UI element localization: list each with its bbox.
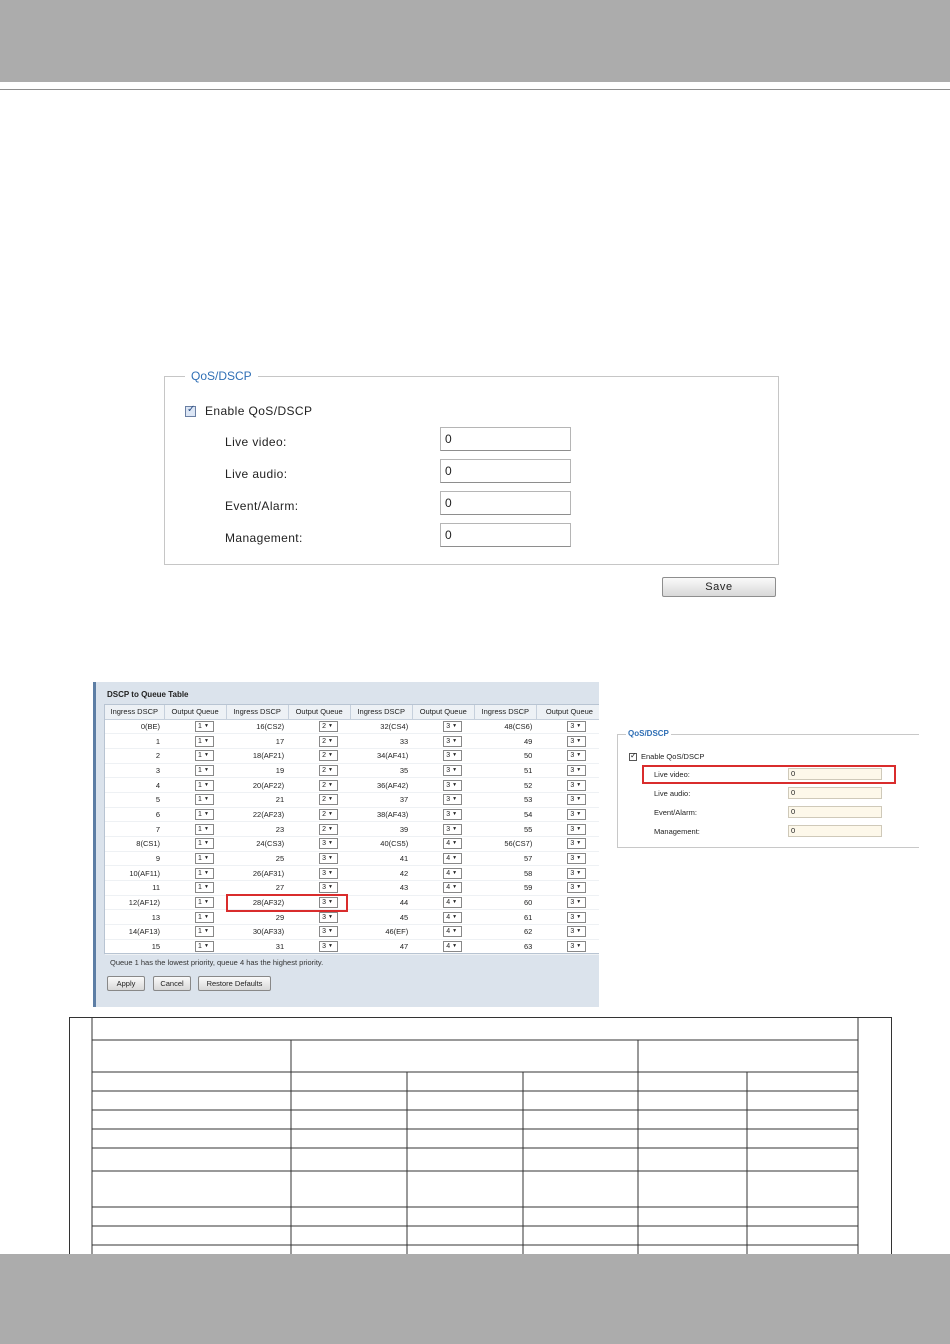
ingress-dscp-cell: 20(AF22) [226,778,288,793]
dropdown-arrow-icon: ▼ [576,943,582,950]
output-queue-value: 2 [322,810,327,818]
output-queue-value: 1 [198,752,202,760]
ingress-dscp-cell: 1 [105,734,164,749]
ingress-dscp-cell: 4 [105,778,164,793]
output-queue-value: 3 [570,840,575,848]
output-queue-value: 4 [446,855,451,863]
ingress-dscp-cell: 32(CS4) [350,719,412,734]
output-queue-value: 3 [570,899,575,907]
dscp-table-header: Ingress DSCP [226,705,288,719]
output-queue-value: 3 [570,913,575,921]
ingress-dscp-cell: 57 [474,851,536,866]
dropdown-arrow-icon: ▼ [452,884,458,891]
output-queue-value: 2 [322,752,327,760]
ingress-dscp-cell: 38(AF43) [350,807,412,822]
ingress-dscp-cell: 34(AF41) [350,748,412,763]
output-queue-value: 3 [322,840,327,848]
output-queue-value: 4 [446,899,451,907]
ingress-dscp-cell: 60 [474,895,536,910]
live-video-label: Live video: [225,435,287,449]
output-queue-value: 1 [198,796,202,804]
live-audio-input[interactable]: 0 [440,459,571,483]
dropdown-arrow-icon: ▼ [203,796,209,803]
ingress-dscp-cell: 30(AF33) [226,925,288,940]
ingress-dscp-cell: 48(CS6) [474,719,536,734]
dropdown-arrow-icon: ▼ [203,869,209,876]
output-queue-value: 1 [198,810,202,818]
output-queue-value: 3 [570,752,575,760]
dropdown-arrow-icon: ▼ [203,928,209,935]
ingress-dscp-cell: 3 [105,763,164,778]
ingress-dscp-cell: 53 [474,792,536,807]
small-live-audio-input[interactable]: 0 [788,787,882,799]
ingress-dscp-cell: 42 [350,866,412,881]
dropdown-arrow-icon: ▼ [452,943,458,950]
ingress-dscp-cell: 49 [474,734,536,749]
dropdown-arrow-icon: ▼ [328,825,333,832]
dscp-table-header: Ingress DSCP [105,705,164,719]
ingress-dscp-cell: 41 [350,851,412,866]
dropdown-arrow-icon: ▼ [203,781,209,788]
small-management-label: Management: [654,827,700,836]
cancel-button[interactable]: Cancel [153,976,191,991]
dropdown-arrow-icon: ▼ [203,722,209,729]
dropdown-arrow-icon: ▼ [576,796,582,803]
ingress-dscp-cell: 37 [350,792,412,807]
ingress-dscp-cell: 5 [105,792,164,807]
output-queue-value: 3 [446,766,451,774]
ingress-dscp-cell: 44 [350,895,412,910]
output-queue-value: 2 [322,781,327,789]
dropdown-arrow-icon: ▼ [328,752,333,759]
dropdown-arrow-icon: ▼ [576,752,582,759]
dropdown-arrow-icon: ▼ [576,855,582,862]
dropdown-arrow-icon: ▼ [452,781,458,788]
dropdown-arrow-icon: ▼ [452,737,458,744]
ingress-dscp-cell: 27 [226,881,288,896]
dropdown-arrow-icon: ▼ [576,810,582,817]
output-queue-value: 3 [570,722,575,730]
dropdown-arrow-icon: ▼ [328,869,333,876]
ingress-dscp-cell: 14(AF13) [105,925,164,940]
dropdown-arrow-icon: ▼ [328,796,333,803]
ingress-dscp-cell: 26(AF31) [226,866,288,881]
dropdown-arrow-icon: ▼ [576,899,582,906]
ingress-dscp-cell: 16(CS2) [226,719,288,734]
dropdown-arrow-icon: ▼ [328,913,333,920]
ingress-dscp-cell: 0(BE) [105,719,164,734]
output-queue-value: 3 [446,825,451,833]
output-queue-value: 3 [570,928,575,936]
dropdown-arrow-icon: ▼ [452,810,458,817]
dropdown-arrow-icon: ▼ [203,766,209,773]
small-qos-legend: QoS/DSCP [628,729,669,738]
ingress-dscp-cell: 40(CS5) [350,837,412,852]
dropdown-arrow-icon: ▼ [452,825,458,832]
dscp-table-title: DSCP to Queue Table [107,690,189,699]
ingress-dscp-cell: 31 [226,939,288,954]
output-queue-value: 1 [198,913,202,921]
enable-qos-label: Enable QoS/DSCP [205,404,313,418]
output-queue-value: 3 [570,810,575,818]
ingress-dscp-cell: 36(AF42) [350,778,412,793]
ingress-dscp-cell: 6 [105,807,164,822]
dropdown-arrow-icon: ▼ [576,737,582,744]
output-queue-value: 3 [322,855,327,863]
output-queue-value: 3 [446,722,451,730]
ingress-dscp-cell: 56(CS7) [474,837,536,852]
ingress-dscp-cell: 46(EF) [350,925,412,940]
output-queue-value: 3 [570,766,575,774]
output-queue-value: 2 [322,737,327,745]
dropdown-arrow-icon: ▼ [203,884,209,891]
dropdown-arrow-icon: ▼ [328,943,333,950]
queue-priority-note: Queue 1 has the lowest priority, queue 4 has the highest priority. [110,958,324,967]
ingress-dscp-cell: 19 [226,763,288,778]
output-queue-value: 4 [446,943,451,951]
dropdown-arrow-icon: ▼ [203,840,209,847]
ingress-dscp-cell: 10(AF11) [105,866,164,881]
management-input[interactable]: 0 [440,523,571,547]
output-queue-value: 1 [198,855,202,863]
save-button[interactable]: Save [662,577,776,597]
dropdown-arrow-icon: ▼ [203,752,209,759]
dropdown-arrow-icon: ▼ [203,913,209,920]
small-live-audio-label: Live audio: [654,789,691,798]
output-queue-value: 1 [198,840,202,848]
qos-panel-legend: QoS/DSCP [185,369,258,383]
dropdown-arrow-icon: ▼ [452,855,458,862]
ingress-dscp-cell: 22(AF23) [226,807,288,822]
dropdown-arrow-icon: ▼ [576,825,582,832]
output-queue-value: 1 [198,781,202,789]
dropdown-arrow-icon: ▼ [328,884,333,891]
dropdown-arrow-icon: ▼ [576,781,582,788]
ingress-dscp-cell: 29 [226,910,288,925]
output-queue-value: 3 [570,781,575,789]
ingress-dscp-cell: 59 [474,881,536,896]
dropdown-arrow-icon: ▼ [328,810,333,817]
output-queue-value: 3 [570,943,575,951]
ingress-dscp-cell: 58 [474,866,536,881]
dropdown-arrow-icon: ▼ [328,722,333,729]
output-queue-value: 1 [198,884,202,892]
dropdown-arrow-icon: ▼ [203,855,209,862]
restore-defaults-button[interactable]: Restore Defaults [198,976,271,991]
dscp-table-header: Output Queue [288,705,350,719]
output-queue-value: 3 [446,796,451,804]
dropdown-arrow-icon: ▼ [452,913,458,920]
dscp-table-header: Ingress DSCP [350,705,412,719]
ingress-dscp-cell: 50 [474,748,536,763]
dropdown-arrow-icon: ▼ [576,913,582,920]
ingress-dscp-cell: 12(AF12) [105,895,164,910]
dropdown-arrow-icon: ▼ [452,840,458,847]
dropdown-arrow-icon: ▼ [452,928,458,935]
ingress-dscp-cell: 43 [350,881,412,896]
dropdown-arrow-icon: ▼ [328,766,333,773]
ingress-dscp-cell: 8(CS1) [105,837,164,852]
output-queue-value: 1 [198,722,202,730]
output-queue-value: 3 [570,825,575,833]
output-queue-value: 3 [570,869,575,877]
ingress-dscp-cell: 28(AF32) [226,895,288,910]
ingress-dscp-cell: 62 [474,925,536,940]
ingress-dscp-cell: 63 [474,939,536,954]
small-enable-label: Enable QoS/DSCP [641,752,705,761]
output-queue-value: 2 [322,722,327,730]
dropdown-arrow-icon: ▼ [328,840,333,847]
ingress-dscp-cell: 47 [350,939,412,954]
output-queue-value: 3 [446,810,451,818]
small-event-alarm-input[interactable]: 0 [788,806,882,818]
ingress-dscp-cell: 17 [226,734,288,749]
output-queue-value: 3 [570,855,575,863]
output-queue-value: 3 [322,928,327,936]
ingress-dscp-cell: 39 [350,822,412,837]
dscp-table-header: Output Queue [412,705,474,719]
dropdown-arrow-icon: ▼ [203,810,209,817]
dropdown-arrow-icon: ▼ [203,899,209,906]
footer-band [0,1254,950,1344]
dropdown-arrow-icon: ▼ [203,943,209,950]
output-queue-value: 1 [198,766,202,774]
output-queue-value: 1 [198,825,202,833]
output-queue-value: 1 [198,869,202,877]
ingress-dscp-cell: 35 [350,763,412,778]
output-queue-value: 3 [446,752,451,760]
dropdown-arrow-icon: ▼ [576,884,582,891]
output-queue-value: 3 [446,737,451,745]
output-queue-value: 3 [322,913,327,921]
dscp-table-header: Output Queue [164,705,226,719]
output-queue-value: 1 [198,928,202,936]
dropdown-arrow-icon: ▼ [328,855,333,862]
small-live-video-input[interactable]: 0 [788,768,882,780]
ingress-dscp-cell: 52 [474,778,536,793]
output-queue-value: 3 [570,884,575,892]
output-queue-value: 2 [322,796,327,804]
ingress-dscp-cell: 9 [105,851,164,866]
event-alarm-input[interactable]: 0 [440,491,571,515]
dropdown-arrow-icon: ▼ [452,752,458,759]
small-event-alarm-label: Event/Alarm: [654,808,697,817]
output-queue-value: 3 [570,796,575,804]
output-queue-value: 3 [570,737,575,745]
dropdown-arrow-icon: ▼ [452,899,458,906]
output-queue-value: 3 [322,869,327,877]
output-queue-value: 1 [198,899,202,907]
dropdown-arrow-icon: ▼ [452,869,458,876]
ingress-dscp-cell: 23 [226,822,288,837]
ingress-dscp-cell: 61 [474,910,536,925]
ingress-dscp-cell: 25 [226,851,288,866]
output-queue-value: 4 [446,869,451,877]
small-management-input[interactable]: 0 [788,825,882,837]
dropdown-arrow-icon: ▼ [576,869,582,876]
output-queue-value: 2 [322,766,327,774]
output-queue-value: 3 [322,884,327,892]
ingress-dscp-cell: 54 [474,807,536,822]
dropdown-arrow-icon: ▼ [452,766,458,773]
output-queue-value: 2 [322,825,327,833]
dropdown-arrow-icon: ▼ [452,722,458,729]
dropdown-arrow-icon: ▼ [576,766,582,773]
dropdown-arrow-icon: ▼ [576,928,582,935]
ingress-dscp-cell: 45 [350,910,412,925]
output-queue-value: 3 [446,781,451,789]
dropdown-arrow-icon: ▼ [328,781,333,788]
dropdown-arrow-icon: ▼ [203,737,209,744]
ingress-dscp-cell: 24(CS3) [226,837,288,852]
management-label: Management: [225,531,303,545]
dropdown-arrow-icon: ▼ [328,928,333,935]
apply-button[interactable]: Apply [107,976,145,991]
dscp-table-header: Output Queue [536,705,599,719]
live-video-input[interactable]: 0 [440,427,571,451]
dropdown-arrow-icon: ▼ [328,737,333,744]
ingress-dscp-cell: 51 [474,763,536,778]
ingress-dscp-cell: 33 [350,734,412,749]
dropdown-arrow-icon: ▼ [328,899,333,906]
output-queue-value: 4 [446,840,451,848]
event-alarm-label: Event/Alarm: [225,499,299,513]
output-queue-value: 4 [446,884,451,892]
ingress-dscp-cell: 55 [474,822,536,837]
dropdown-arrow-icon: ▼ [576,840,582,847]
output-queue-value: 4 [446,913,451,921]
dropdown-arrow-icon: ▼ [452,796,458,803]
live-audio-label: Live audio: [225,467,288,481]
ingress-dscp-cell: 13 [105,910,164,925]
small-live-video-label: Live video: [654,770,690,779]
output-queue-value: 4 [446,928,451,936]
output-queue-value: 1 [198,737,202,745]
dscp-table-header: Ingress DSCP [474,705,536,719]
ingress-dscp-cell: 18(AF21) [226,748,288,763]
output-queue-value: 1 [198,943,202,951]
dropdown-arrow-icon: ▼ [203,825,209,832]
dropdown-arrow-icon: ▼ [576,722,582,729]
ingress-dscp-cell: 2 [105,748,164,763]
output-queue-value: 3 [322,943,327,951]
ingress-dscp-cell: 21 [226,792,288,807]
output-queue-value: 3 [322,899,327,907]
ingress-dscp-cell: 15 [105,939,164,954]
ingress-dscp-cell: 7 [105,822,164,837]
ingress-dscp-cell: 11 [105,881,164,896]
